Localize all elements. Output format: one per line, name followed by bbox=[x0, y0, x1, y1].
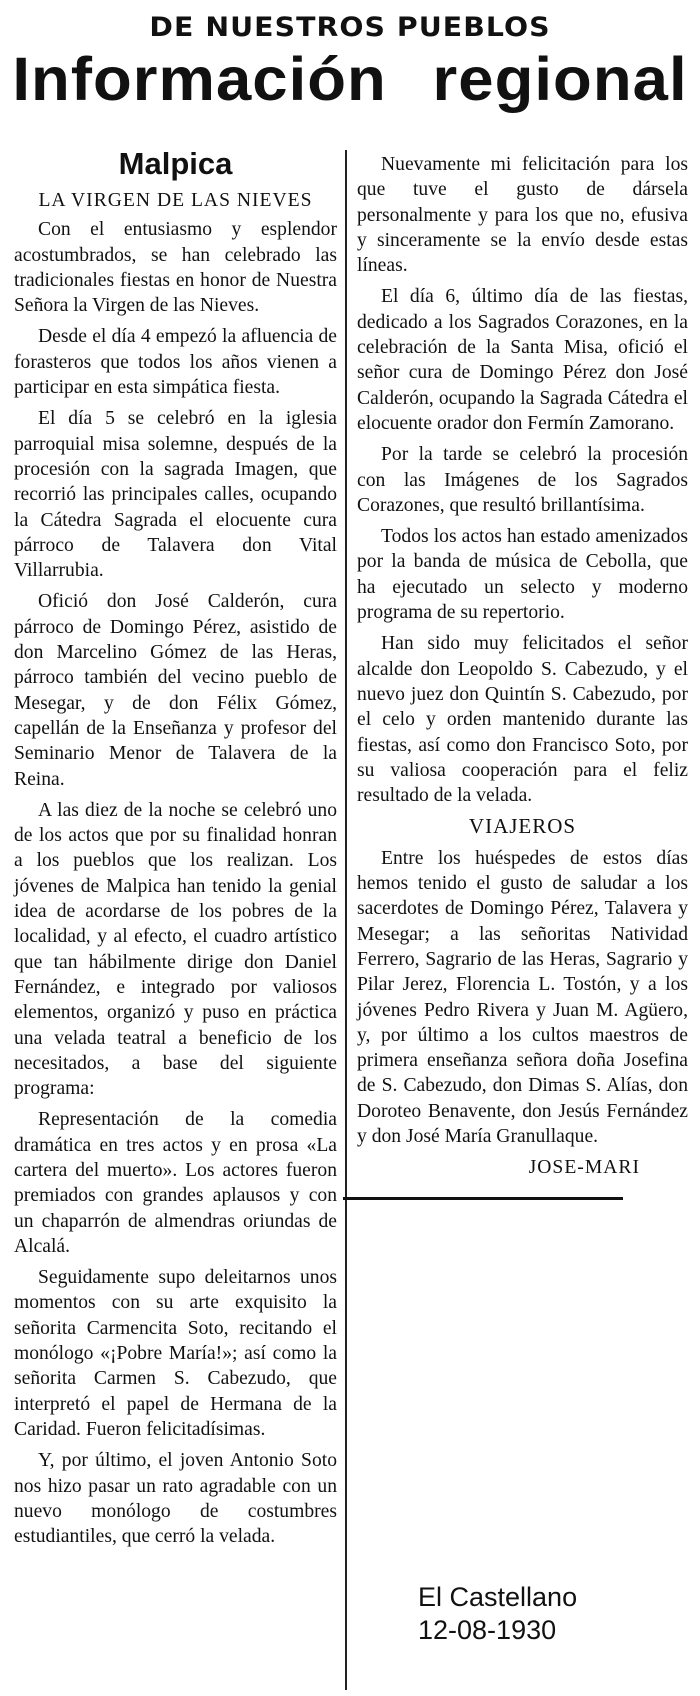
column-divider bbox=[345, 150, 347, 1690]
article-paragraph: A las diez de la noche se celebró uno de los actos que por su finalidad honran a los pueblos que los realizan. Los jóvenes de Malpica han tenido la genial idea de acordarse de los pobres de la localidad, y al efecto, el cuadro artístico que tan hábilmente dirige don Daniel Fernández, e integrado por valiosos elementos, organizó y puso en práctica una velada teatral a beneficio de los necesitados, a base del siguiente programa: bbox=[14, 799, 337, 1100]
signature: JOSE-MARI bbox=[528, 1157, 640, 1179]
article-paragraph: Desde el día 4 empezó la afluencia de forasteros que todos los años vienen a participar en esta simpática fiesta. bbox=[14, 326, 337, 399]
source-newspaper: El Castellano bbox=[418, 1582, 578, 1612]
source-date: 12-08-1930 bbox=[418, 1615, 557, 1645]
article-paragraph: Han sido muy felicitados el señor alcalde don Leopoldo S. Cabezudo, y el nuevo juez don Quintín S. Cabezudo, por el celo y orden mantenido durante las fiestas, así como don Francisco Soto, por su valiosa cooperación para el feliz resultado de la velada. bbox=[357, 633, 688, 807]
article-paragraph: Nuevamente mi felicitación para los que tuve el gusto de dársela personalmente y para los que no, efusiva y sinceramente se la envío desde estas líneas. bbox=[357, 154, 688, 277]
article-paragraph: Por la tarde se celebró la procesión con las Imágenes de los Sagrados Corazones, que resultó brillantísima. bbox=[357, 444, 688, 516]
article-paragraph: El día 5 se celebró en la iglesia parroquial misa solemne, después de la procesión con la sagrada Imagen, que recorrió las principales calles, ocupando la Cátedra Sagrada el elocuente cura párroco de Talavera don Vital Villarrubia. bbox=[14, 408, 337, 582]
travelers-heading: VIAJEROS bbox=[468, 814, 577, 839]
column-right bbox=[357, 152, 688, 1200]
article-town: Malpica bbox=[118, 146, 233, 181]
article-subheading: LA VIRGEN DE LAS NIEVES bbox=[38, 190, 313, 211]
article-paragraph: Todos los actos han estado amenizados por la banda de música de Cebolla, que ha ejecutado un selecto y moderno programa de su repertorio. bbox=[357, 526, 688, 624]
travelers-paragraph: Entre los huéspedes de estos días hemos tenido el gusto de saludar a los sacerdotes de Domingo Pérez, Talavera y Mesegar; a las señoritas Natividad Ferrero, Sagrario de las Heras, Sagrario y Pilar Jerez, Florencia L. Tostón, y a los jóvenes Pedro Rivera y Juan M. Agüero, y, por último a los cultos maestros de primera enseñanza señora doña Josefina de S. Cabezudo, don Dimas S. Alías, don Doroteo Benavente, don Jesús Fernández y don José María Granullaque. bbox=[357, 847, 688, 1147]
article-paragraph: Con el entusiasmo y esplendor acostumbrados, se han celebrado las tradicionales fiestas en honor de Nuestra Señora la Virgen de las Nieves. bbox=[14, 219, 337, 317]
article-paragraph: Ofició don José Calderón, cura párroco de Domingo Pérez, asistido de don Marcelino Gómez de las Heras, párroco también del vecino pueblo de Mesegar, y de don Félix Gómez, capellán de la Enseñanza y profesor del Seminario Menor de Talavera de la Reina. bbox=[14, 591, 337, 790]
article-paragraph: Seguidamente supo deleitarnos unos momentos con su arte exquisito la señorita Carmencita Soto, recitando el monólogo «¡Pobre María!»; así como la señorita Carmen S. Cabezudo, que interpretó el papel de Hermana de la Caridad. Fueron felicitadísimas. bbox=[14, 1267, 337, 1440]
section-label: DE NUESTROS PUEBLOS bbox=[149, 12, 551, 43]
headline: Información regional bbox=[12, 45, 688, 113]
article-paragraph: Representación de la comedia dramática en tres actos y en prosa «La cartera del muerto». Los actores fueron premiados con grandes aplausos y con un chaparrón de almendras oriundas de Alcalá. bbox=[14, 1109, 337, 1257]
source-caption bbox=[418, 1581, 638, 1647]
end-rule bbox=[343, 1197, 623, 1200]
article-paragraph: El día 6, último día de las fiestas, dedicado a los Sagrados Corazones, en la celebración de la Santa Misa, ofició el señor cura de Domingo Pérez don José Calderón, ocupando la Sagrada Cátedra el elocuente orador don Fermín Zamorano. bbox=[357, 286, 688, 434]
column-left bbox=[14, 188, 337, 1555]
article-paragraph: Y, por último, el joven Antonio Soto nos hizo pasar un rato agradable con un nuevo monólogo de costumbres estudiantiles, que cerró la velada. bbox=[14, 1450, 337, 1548]
